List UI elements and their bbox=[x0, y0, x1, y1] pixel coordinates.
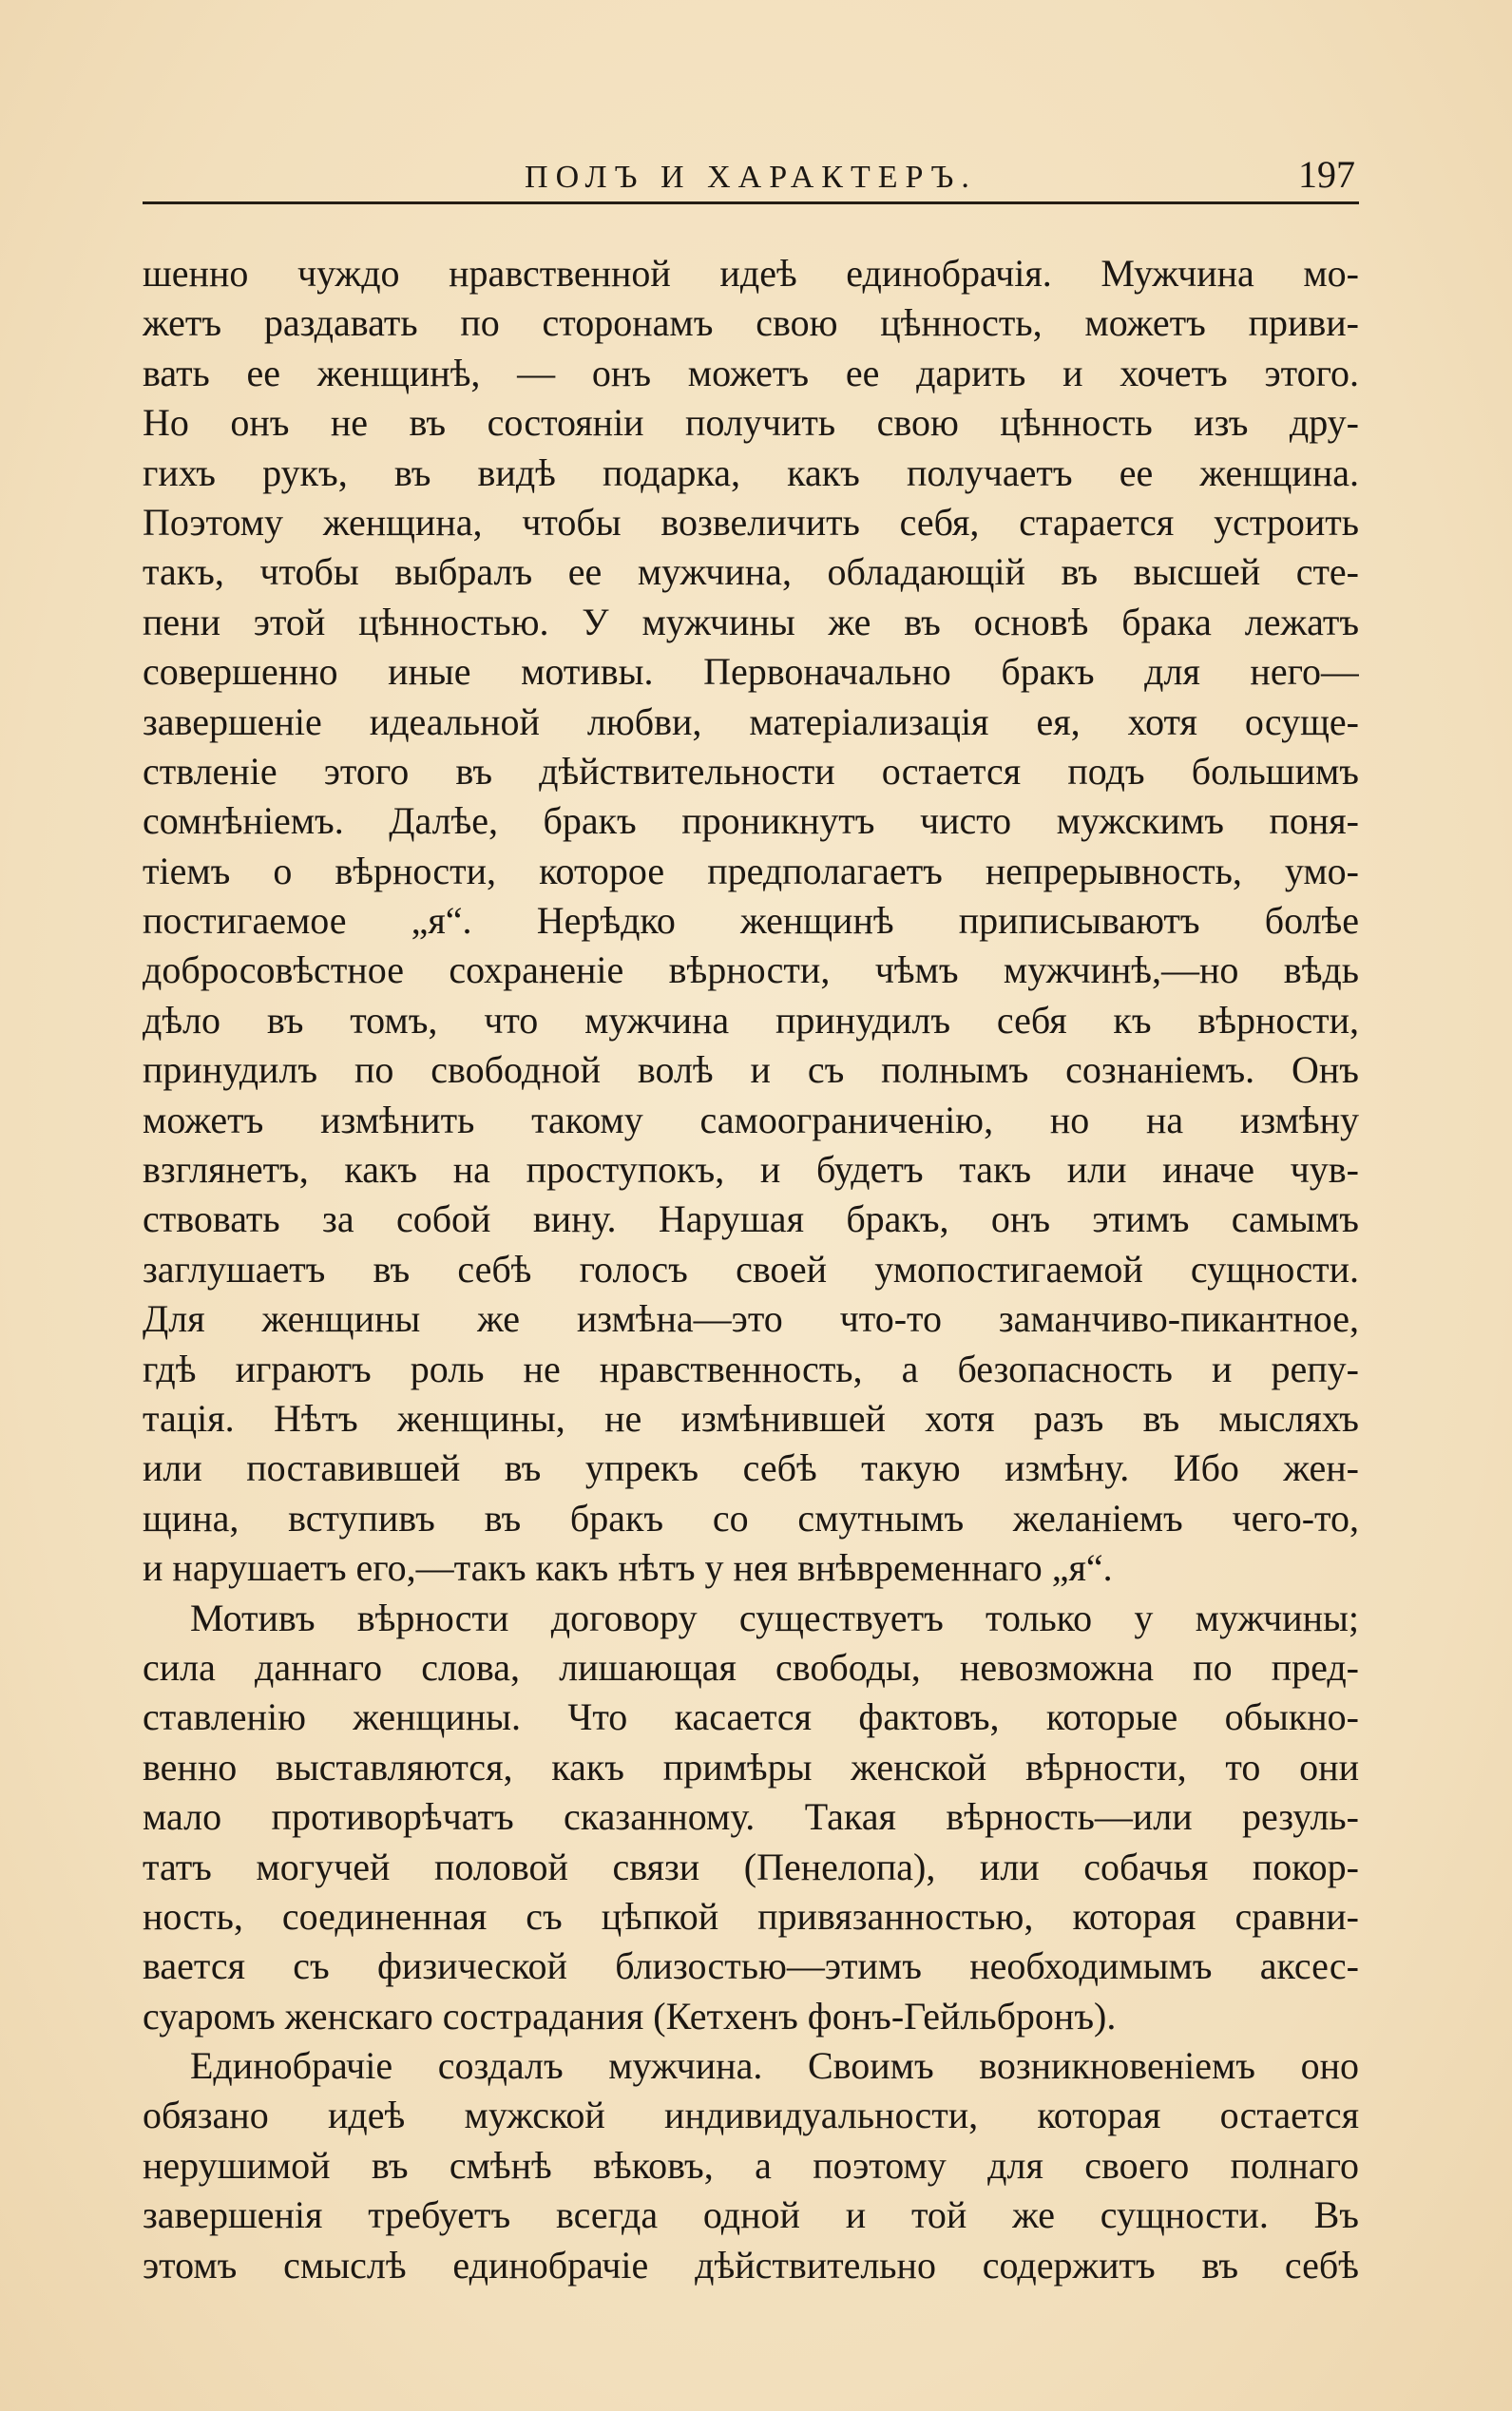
text-line: обязано идеѣ мужской индивидуальности, которая остается bbox=[143, 2094, 1359, 2137]
text-line: суаромъ женскаго сострадания (Кетхенъ фонъ-Гейльбронъ). bbox=[143, 1994, 1117, 2038]
text-line: такъ, чтобы выбралъ ее мужчина, обладающій въ высшей сте- bbox=[143, 550, 1359, 594]
text-line: вается съ физической близостью—этимъ необходимымъ аксес- bbox=[143, 1944, 1359, 1988]
text-line: постигаемое „я“. Нерѣдко женщинѣ приписываютъ болѣе bbox=[143, 899, 1359, 943]
text-line: дѣло въ томъ, что мужчина принудилъ себя къ вѣрности, bbox=[143, 998, 1359, 1042]
text-line: тіемъ о вѣрности, которое предполагаетъ непрерывность, умо- bbox=[143, 849, 1359, 892]
text-line: завершенія требуетъ всегда одной и той же сущности. Въ bbox=[143, 2193, 1359, 2237]
text-line: ствленіе этого въ дѣйствительности остается подъ большимъ bbox=[143, 749, 1359, 793]
text-line: гихъ рукъ, въ видѣ подарка, какъ получаетъ ее женщина. bbox=[143, 450, 1359, 494]
text-line: жетъ раздавать по сторонамъ свою цѣнность, можетъ приви- bbox=[143, 301, 1359, 345]
page-number: 197 bbox=[1298, 153, 1355, 196]
text-line: совершенно иные мотивы. Первоначально бракъ для него— bbox=[143, 650, 1359, 694]
text-line: пени этой цѣнностью. У мужчины же въ основѣ брака лежатъ bbox=[143, 600, 1359, 643]
text-line: ствовать за собой вину. Нарушая бракъ, онъ этимъ самымъ bbox=[143, 1197, 1359, 1241]
text-line: Для женщины же измѣна—это что-то заманчиво-пикантное, bbox=[143, 1297, 1359, 1341]
text-line: Но онъ не въ состояніи получить свою цѣнность изъ дру- bbox=[143, 401, 1359, 445]
text-line: тація. Нѣтъ женщины, не измѣнившей хотя разъ въ мысляхъ bbox=[143, 1396, 1359, 1440]
text-line: завершеніе идеальной любви, матеріализація ея, хотя осуще- bbox=[143, 699, 1359, 743]
text-line: сила даннаго слова, лишающая свободы, невозможна по пред- bbox=[143, 1645, 1359, 1689]
text-line: и нарушаетъ его,—такъ какъ нѣтъ у нея внѣвременнаго „я“. bbox=[143, 1546, 1113, 1590]
text-line: Единобрачіе создалъ мужчина. Своимъ возникновеніемъ оно bbox=[190, 2044, 1359, 2088]
text-line: можетъ измѣнить такому самоограниченію, но на измѣну bbox=[143, 1098, 1359, 1141]
text-line: заглушаетъ въ себѣ голосъ своей умопостигаемой сущности. bbox=[143, 1247, 1359, 1291]
text-line: сомнѣніемъ. Далѣе, бракъ проникнутъ чисто мужскимъ поня- bbox=[143, 799, 1359, 843]
text-line: этомъ смыслѣ единобрачіе дѣйствительно содержитъ въ себѣ bbox=[143, 2243, 1359, 2287]
text-line: нерушимой въ смѣнѣ вѣковъ, а поэтому для своего полнаго bbox=[143, 2143, 1359, 2187]
text-line: щина, вступивъ въ бракъ со смутнымъ желаніемъ чего-то, bbox=[143, 1496, 1359, 1540]
text-line: ность, соединенная съ цѣпкой привязанностью, которая сравни- bbox=[143, 1894, 1359, 1938]
body-text bbox=[143, 249, 1359, 2290]
text-line: Поэтому женщина, чтобы возвеличить себя, старается устроить bbox=[143, 500, 1359, 544]
text-line: Мотивъ вѣрности договору существуетъ только у мужчины; bbox=[190, 1596, 1359, 1639]
text-line: добросовѣстное сохраненіе вѣрности, чѣмъ мужчинѣ,—но вѣдь bbox=[143, 948, 1359, 992]
text-line: принудилъ по свободной волѣ и съ полнымъ сознаніемъ. Онъ bbox=[143, 1048, 1359, 1092]
text-line: татъ могучей половой связи (Пенелопа), или собачья покор- bbox=[143, 1845, 1359, 1888]
text-line: ставленію женщины. Что касается фактовъ, которые обыкно- bbox=[143, 1695, 1359, 1739]
text-line: шенно чуждо нравственной идеѣ единобрачія. Мужчина мо- bbox=[143, 252, 1359, 295]
text-line: или поставившей въ упрекъ себѣ такую измѣну. Ибо жен- bbox=[143, 1446, 1359, 1490]
header-rule bbox=[143, 201, 1359, 204]
text-line: вать ее женщинѣ, — онъ можетъ ее дарить и хочетъ этого. bbox=[143, 351, 1359, 394]
running-header bbox=[143, 143, 1359, 200]
text-line: мало противорѣчатъ сказанному. Такая вѣрность—или резуль- bbox=[143, 1795, 1359, 1839]
text-line: взглянетъ, какъ на проступокъ, и будетъ такъ или иначе чув- bbox=[143, 1148, 1359, 1192]
running-title: ПОЛЪ И ХАРАКТЕРЪ. bbox=[525, 160, 977, 195]
text-line: гдѣ играютъ роль не нравственность, а безопасность и репу- bbox=[143, 1347, 1359, 1390]
text-line: венно выставляются, какъ примѣры женской вѣрности, то они bbox=[143, 1745, 1359, 1789]
